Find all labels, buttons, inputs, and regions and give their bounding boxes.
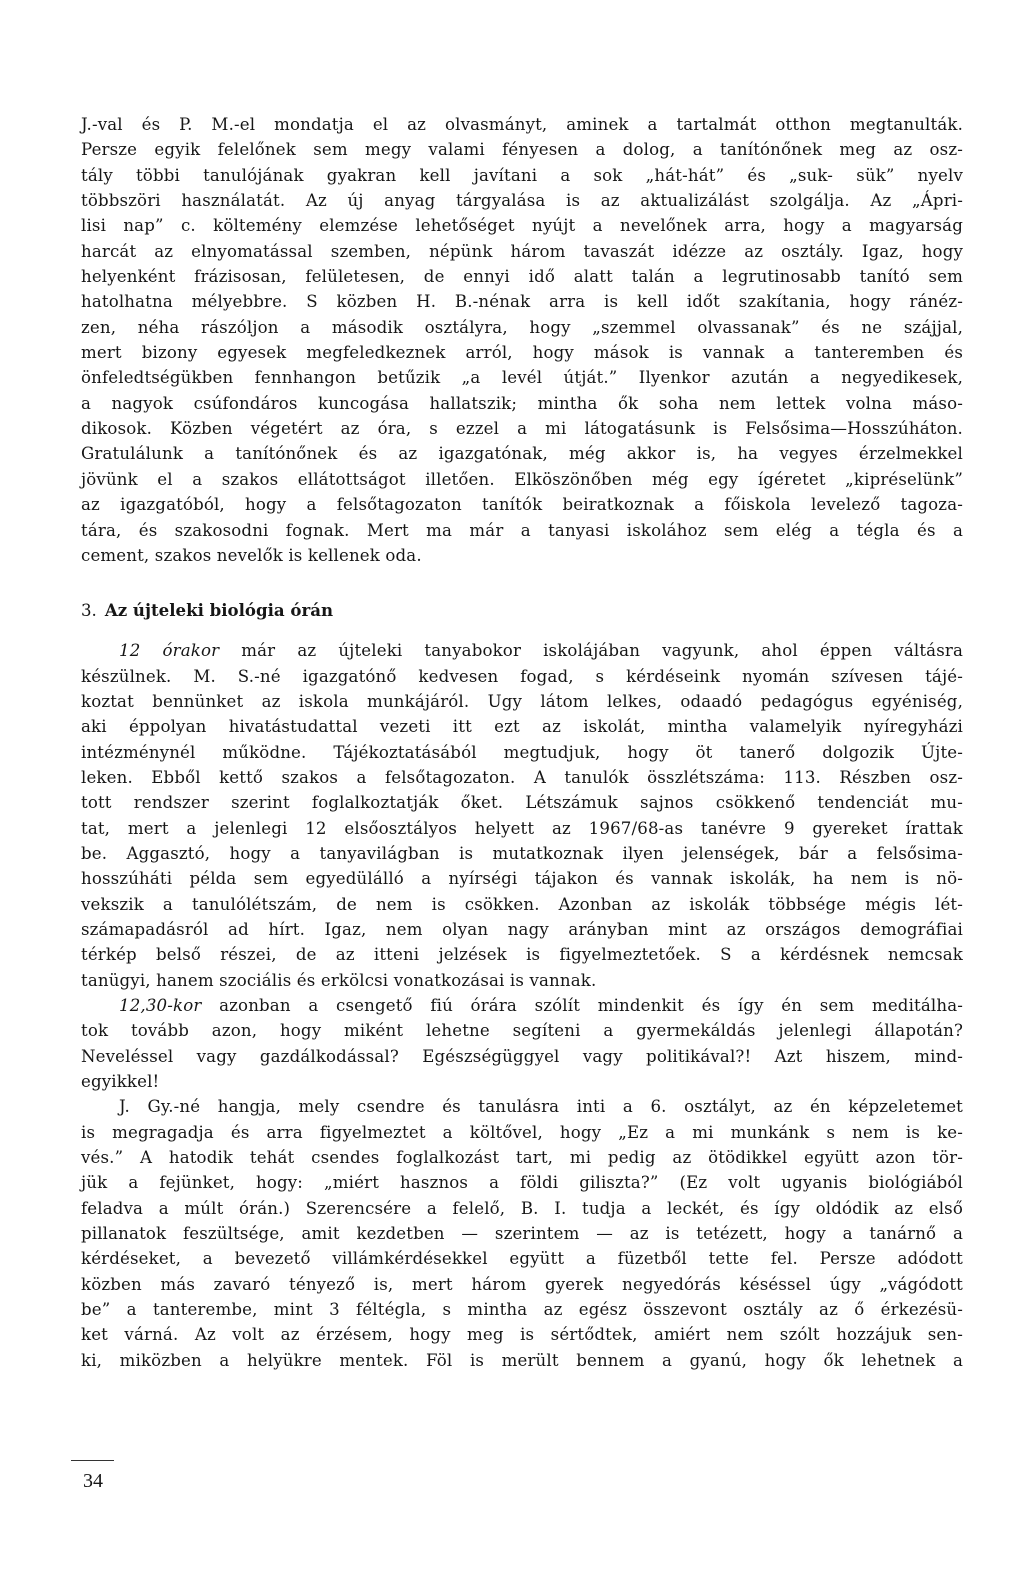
- text-line: vekszik a tanulólétszám, de nem is csökken. Azonban az iskolák többsége mégis lét-: [81, 894, 963, 914]
- text-line: számapadásról ad hírt. Igaz, nem olyan nagy arányban mint az országos demográfiai: [81, 919, 963, 939]
- page-number: 34: [83, 1470, 103, 1492]
- text-line: tat, mert a jelenlegi 12 elsőosztályos helyett az 1967/68-as tanévre 9 gyereket írattak: [81, 818, 963, 838]
- text-line: koztat bennünket az iskola munkájáról. Ugy látom lelkes, odaadó pedagógus egyéniség,: [81, 691, 963, 711]
- paragraph-2-first-line: 12 órakor már az újteleki tanyabokor iskolájában vagyunk, ahol éppen váltásra: [119, 641, 963, 661]
- section-title: Az újteleki biológia órán: [104, 600, 334, 621]
- text-line: kérdéseket, a bevezető villámkérdésekkel együtt a füzetből tette fel. Persze adódott: [81, 1249, 963, 1269]
- paragraph-3-body: [81, 1018, 963, 1094]
- text-line: hosszúháti példa sem egyedülálló a nyírségi tájakon és vannak iskolák, ha nem is nö-: [81, 869, 963, 889]
- text-line: cement, szakos nevelők is kellenek oda.: [81, 545, 422, 565]
- text-line: készülnek. M. S.-né igazgatónő kedvesen fogad, s kérdéseink nyomán szívesen tájé-: [81, 666, 963, 686]
- text-line: Neveléssel vagy gazdálkodással? Egészségüggyel vagy politikával?! Azt hiszem, mind-: [81, 1046, 963, 1066]
- text-line: a nagyok csúfondáros kuncogása hallatszik; mintha ők soha nem lettek volna máso-: [81, 393, 963, 413]
- footer-rule: [71, 1460, 114, 1461]
- text-line: vés.” A hatodik tehát csendes foglalkozást tart, mi pedig az ötödikkel együtt azon tör-: [81, 1148, 963, 1168]
- text-line: leken. Ebből kettő szakos a felsőtagozaton. A tanulók összlétszáma: 113. Részben osz-: [81, 767, 963, 787]
- text-line: mert bizony egyesek megfeledkeznek arról, hogy mások is vannak a tanteremben és: [81, 343, 963, 363]
- text-line: J.-val és P. M.-el mondatja el az olvasmányt, aminek a tartalmát otthon megtanulták.: [81, 115, 963, 134]
- text-line: az igazgatóból, hogy a felsőtagozaton tanítók beiratkoznak a főiskola levelező tagoza-: [81, 495, 963, 515]
- section-number: 3.: [81, 601, 97, 621]
- text-line: intézménynél működne. Tájékoztatásából megtudjuk, hogy öt tanerő dolgozik Újte-: [81, 742, 963, 762]
- text-line: Gratulálunk a tanítónőnek és az igazgatónak, még akkor is, ha vegyes érzelmekkel: [81, 444, 963, 464]
- text-line: többszöri használatát. Az új anyag tárgyalása is az aktualizálást szolgálja. Az „Ápri-: [81, 191, 963, 211]
- text-line: feladva a múlt órán.) Szerencsére a felelő, B. I. tudja a leckét, és így oldódik az első: [81, 1198, 963, 1218]
- text-line: jövünk el a szakos ellátottságot illetően. Elköszönőben még egy ígéretet „kipréselünk”: [81, 469, 963, 489]
- text-line: lisi nap” c. költemény elemzése lehetőséget nyújt a nevelőnek arra, hogy a magyarság: [81, 216, 963, 236]
- paragraph-3: [81, 993, 963, 1094]
- text-line: térkép belső részei, de az itteni jelzések is figyelmeztetőek. S a kérdésnek nemcsak: [81, 945, 963, 965]
- section-heading: [81, 598, 963, 623]
- text-line: tok tovább azon, hogy miként lehetne segíteni a gyermekáldás jelenlegi állapotán?: [81, 1021, 963, 1041]
- text-line: be” a tanterembe, mint 3 féltégla, s mintha az egész összevont osztály az ő érkezésü-: [81, 1300, 963, 1320]
- text-line: ki, miközben a helyükre mentek. Föl is merült bennem a gyanú, hogy ők lehetnek a: [81, 1350, 963, 1370]
- text-line: is megragadja és arra figyelmeztet a költővel, hogy „Ez a mi munkánk s nem is ke-: [81, 1122, 963, 1142]
- text-line: zen, néha rászóljon a második osztályra, hogy „szemmel olvassanak” és ne szájjal,: [81, 317, 963, 337]
- text-line: Persze egyik felelőnek sem megy valami fényesen a dolog, a tanítónőnek meg az osz-: [81, 140, 963, 160]
- paragraph-1: [81, 112, 963, 568]
- text-line: hatolhatna mélyebbre. S közben H. B.-nénak arra is kell időt szakítania, hogy ránéz-: [81, 292, 963, 312]
- document-page: [81, 112, 963, 1373]
- paragraph-3-first-line: 12,30-kor azonban a csengető fiú órára szólít mindenkit és így én sem meditálha-: [119, 996, 963, 1015]
- paragraph-4: [81, 1094, 963, 1373]
- text-line: tanügyi, hanem szociális és erkölcsi vonatkozásai is vannak.: [81, 970, 597, 990]
- text-line: tára, és szakosodni fognak. Mert ma már a tanyasi iskolához sem elég a tégla és a: [81, 520, 963, 540]
- text-line: tott rendszer szerint foglalkoztatják őket. Létszámuk sajnos csökkenő tendenciát mu-: [81, 793, 963, 813]
- text-line: tály többi tanulójának gyakran kell javítani a sok „hát-hát” és „suk- sük” nyelv: [81, 165, 963, 185]
- text-line: jük a fejünket, hogy: „miért hasznos a földi giliszta?” (Ez volt ugyanis biológiából: [81, 1173, 963, 1193]
- text-line: be. Aggasztó, hogy a tanyavilágban is mutatkoznak ilyen jelenségek, bár a felsősima-: [81, 843, 963, 863]
- text-line: ket várná. Az volt az érzésem, hogy meg is sértődtek, amiért nem szólt hozzájuk sen-: [81, 1325, 963, 1345]
- text-line: önfeledtségükben fennhangon betűzik „a levél útját.” Ilyenkor azután a negyedikesek,: [81, 368, 963, 388]
- time-italic: 12 órakor: [119, 641, 220, 661]
- paragraph-2: [81, 638, 963, 993]
- text-line: egyikkel!: [81, 1072, 160, 1092]
- paragraph-4-body: [81, 1120, 963, 1373]
- text-line: harcát az elnyomatással szemben, népünk három tavaszát idézze az osztály. Igaz, hogy: [81, 241, 963, 261]
- text-line: közben más zavaró tényező is, mert három gyerek negyedórás késéssel úgy „vágódott: [81, 1274, 963, 1294]
- text-line: dikosok. Közben végetért az óra, s ezzel a mi látogatásunk is Felsősima—Hosszúháton.: [81, 419, 963, 439]
- text-line: helyenként frázisosan, felületesen, de ennyi idő alatt talán a legrutinosabb tanító sem: [81, 267, 963, 287]
- time-italic: 12,30-kor: [119, 996, 202, 1015]
- text-line: pillanatok feszültsége, amit kezdetben — szerintem — az is tetézett, hogy a tanárnő a: [81, 1224, 963, 1244]
- paragraph-4-first-line: J. Gy.-né hangja, mely csendre és tanulásra inti a 6. osztályt, az én képzeletemet: [119, 1097, 963, 1117]
- paragraph-2-body: [81, 664, 963, 993]
- text-line: aki éppolyan hivatástudattal vezeti itt ezt az iskolát, mintha valamelyik nyíregyházi: [81, 717, 963, 737]
